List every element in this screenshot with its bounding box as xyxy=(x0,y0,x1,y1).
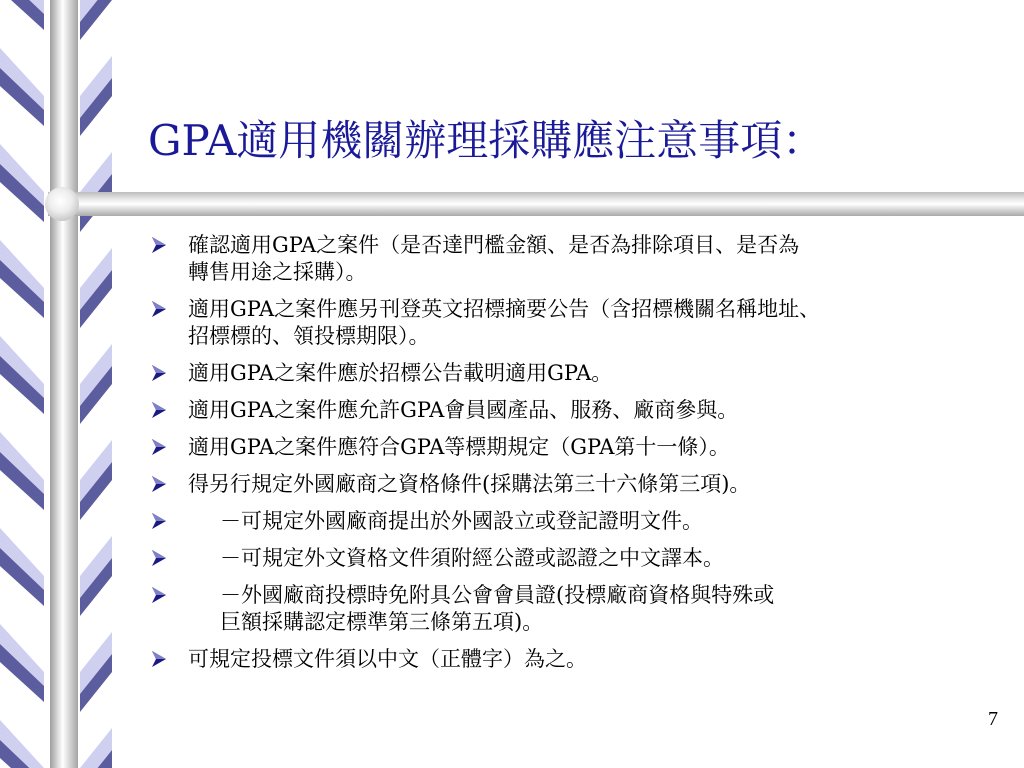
arrow-bullet-icon xyxy=(150,473,168,495)
arrow-bullet-icon xyxy=(150,234,168,256)
bullet-item xyxy=(148,397,1024,424)
arrow-bullet-icon xyxy=(150,436,168,458)
bullet-text-line: －外國廠商投標時免附具公會會員證(投標廠商資格與特殊或 xyxy=(220,583,775,607)
bullet-text-line: 得另行規定外國廠商之資格條件(採購法第三十六條第三項)。 xyxy=(188,472,751,496)
page-number: 7 xyxy=(988,708,998,730)
slide-title: GPA適用機關辦理採購應注意事項： xyxy=(148,116,825,165)
arrow-bullet-icon xyxy=(150,399,168,421)
bullet-item xyxy=(148,232,1024,286)
title-divider-bar xyxy=(48,192,1024,216)
decorative-ribbon xyxy=(0,0,112,768)
bullet-text-line: 適用GPA之案件應於招標公告載明適用GPA。 xyxy=(188,361,613,385)
bullet-item xyxy=(148,296,1024,350)
bullet-list xyxy=(148,232,1024,683)
bullet-text-line: 適用GPA之案件應另刊登英文招標摘要公告（含招標機關名稱地址、 xyxy=(188,297,821,321)
bullet-item xyxy=(148,508,1024,535)
bullet-item xyxy=(148,582,1024,636)
bullet-item xyxy=(148,545,1024,572)
arrow-bullet-icon xyxy=(150,547,168,569)
arrow-bullet-icon xyxy=(150,584,168,606)
bullet-text-line: －可規定外國廠商提出於外國設立或登記證明文件。 xyxy=(220,509,703,533)
bullet-text-line: 轉售用途之採購）。 xyxy=(188,260,367,284)
arrow-bullet-icon xyxy=(150,648,168,670)
bullet-item xyxy=(148,434,1024,461)
arrow-bullet-icon xyxy=(150,510,168,532)
divider-knob xyxy=(45,187,79,221)
bullet-item xyxy=(148,360,1024,387)
bullet-text-line: 可規定投標文件須以中文（正體字）為之。 xyxy=(188,647,587,671)
arrow-bullet-icon xyxy=(150,362,168,384)
bullet-text-line: 招標標的、領投標期限）。 xyxy=(188,324,430,348)
bullet-text-line: 巨額採購認定標準第三條第五項)。 xyxy=(220,610,544,634)
bullet-item xyxy=(148,646,1024,673)
bullet-text-line: 適用GPA之案件應允許GPA會員國產品、服務、廠商參與。 xyxy=(188,398,739,422)
arrow-bullet-icon xyxy=(150,298,168,320)
bullet-text-line: 適用GPA之案件應符合GPA等標期規定（GPA第十一條）。 xyxy=(188,435,730,459)
bullet-text-line: 確認適用GPA之案件（是否達門檻金額、是否為排除項目、是否為 xyxy=(188,233,800,257)
bullet-text-line: －可規定外文資格文件須附經公證或認證之中文譯本。 xyxy=(220,546,724,570)
bullet-item xyxy=(148,471,1024,498)
